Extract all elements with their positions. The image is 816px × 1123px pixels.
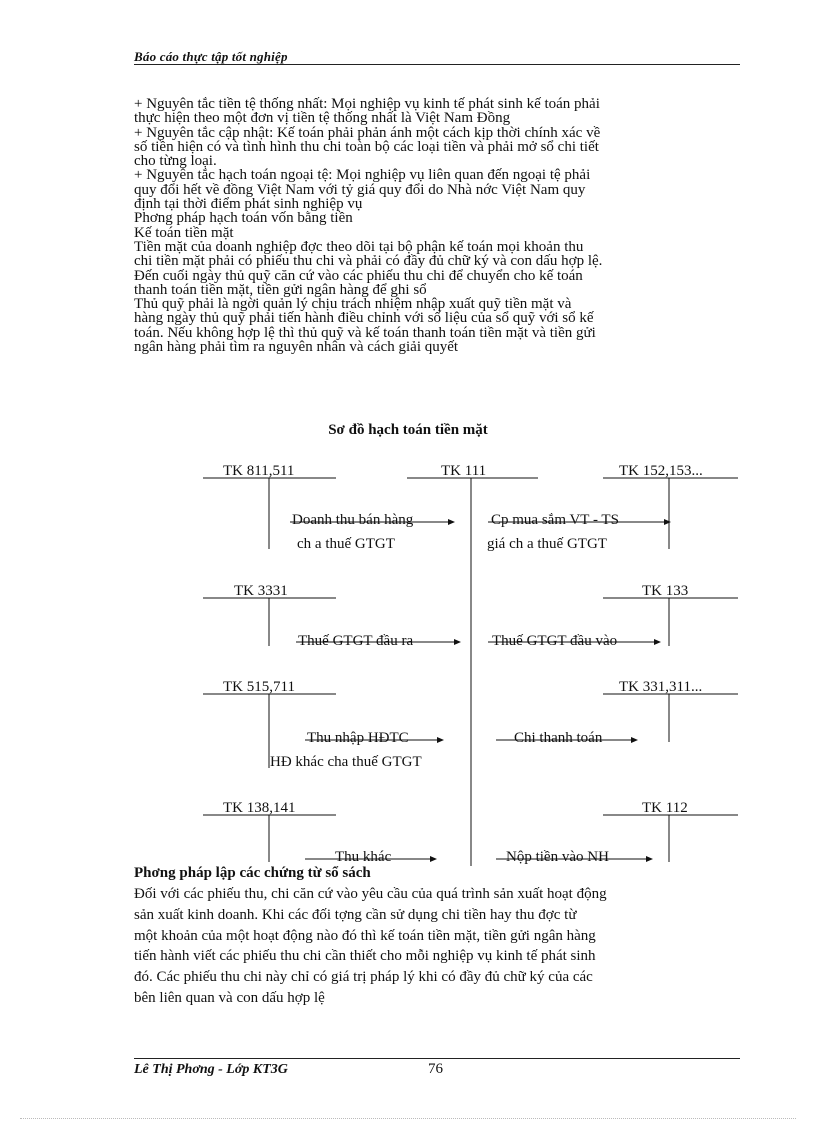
flow-label: Cp mua sắm VT - TS bbox=[491, 512, 619, 528]
body-line: chi tiền mặt phải có phiếu thu chi và phải có đầy đủ chữ ký và con dấu hợp lệ. bbox=[134, 253, 603, 270]
footer-rule bbox=[134, 1058, 740, 1059]
flow-label: Doanh thu bán hàng bbox=[292, 512, 414, 528]
body-line: Tiền mặt của doanh nghiệp đợc theo dõi tại bộ phận kế toán mọi khoản thu bbox=[134, 238, 584, 255]
body-line: thanh toán tiền mặt, tiền gửi ngân hàng để ghi sổ bbox=[134, 281, 427, 298]
page-edge bbox=[20, 1118, 796, 1119]
account-label: TK 811,511 bbox=[223, 463, 295, 479]
account-label: TK 133 bbox=[642, 583, 689, 599]
body-line: + Nguyên tắc cập nhật: Kế toán phải phản ánh một cách kịp thời chính xác về bbox=[134, 124, 601, 141]
footer-author: Lê Thị Phơng - Lớp KT3G bbox=[134, 1062, 288, 1077]
body-line: Kế toán tiền mặt bbox=[134, 224, 234, 241]
diagram-title: Sơ đồ hạch toán tiền mặt bbox=[328, 422, 488, 438]
body-line: thực hiện theo một đơn vị tiền tệ thống nhất là Việt Nam Đồng bbox=[134, 110, 511, 127]
flow-label: Thu khác bbox=[335, 849, 392, 865]
section-paragraph bbox=[134, 884, 744, 1009]
body-line: số tiền hiện có và tình hình thu chi toàn bộ các loại tiền và phải mở sổ chi tiết bbox=[134, 138, 599, 155]
account-label: TK 331,311... bbox=[619, 679, 703, 695]
body-line: quy đổi hết về đồng Việt Nam với tỷ giá quy đổi do Nhà nớc Việt Nam quy bbox=[134, 181, 586, 198]
page-number: 76 bbox=[428, 1061, 443, 1077]
body-line: ngân hàng phải tìm ra nguyên nhân và cách giải quyết bbox=[134, 339, 459, 356]
header-title: Báo cáo thực tập tốt nghiệp bbox=[134, 49, 288, 64]
flow-label: HĐ khác cha thuế GTGT bbox=[270, 754, 422, 770]
body-line: cho từng loại. bbox=[134, 153, 217, 170]
account-label: TK 152,153... bbox=[619, 463, 703, 479]
flow-label: giá ch a thuế GTGT bbox=[487, 536, 607, 552]
paragraph-line: tiến hành viết các phiếu thu chi cần thiết cho mỗi nghiệp vụ kinh tế phát sinh bbox=[134, 948, 596, 965]
flow-label: Thu nhập HĐTC bbox=[307, 730, 409, 746]
account-label: TK 138,141 bbox=[223, 800, 296, 816]
body-line: Phơng pháp hạch toán vốn bằng tiền bbox=[134, 210, 353, 227]
account-label: TK 112 bbox=[642, 800, 688, 816]
body-line: toán. Nếu không hợp lệ thì thủ quỹ và kế toán thanh toán tiền mặt và tiền gửi bbox=[134, 324, 596, 341]
paragraph-line: bên liên quan và con dấu hợp lệ bbox=[134, 989, 325, 1006]
paragraph-line: sản xuất kinh doanh. Khi các đối tợng cần sử dụng chi tiền hay thu đợc từ bbox=[134, 906, 577, 923]
account-label: TK 515,711 bbox=[223, 679, 295, 695]
flow-label: Thuế GTGT đầu vào bbox=[492, 633, 618, 649]
body-line: hàng ngày thủ quỹ phải tiến hành điều chỉnh với số liệu của sổ quỹ với sổ kế bbox=[134, 310, 594, 327]
paragraph-line: một khoản của một hoạt động nào đó thì kế toán tiền mặt, tiền gửi ngân hàng bbox=[134, 927, 596, 944]
paragraph-line: đó. Các phiếu thu chi này chỉ có giá trị pháp lý khi có đầy đủ chữ ký của các bbox=[134, 969, 593, 986]
body-line: Đến cuối ngày thủ quỹ căn cứ vào các phiếu thu chi để chuyển cho kế toán bbox=[134, 267, 583, 284]
paragraph-line: Đối với các phiếu thu, chi căn cứ vào yêu cầu của quá trình sản xuất hoạt động bbox=[134, 886, 607, 902]
flow-label: ch a thuế GTGT bbox=[297, 536, 395, 552]
body-line: Thủ quỹ phải là ngời quản lý chịu trách nhiệm nhập xuất quỹ tiền mặt và bbox=[134, 296, 572, 313]
body-line: + Nguyên tắc hạch toán ngoại tệ: Mọi nghiệp vụ liên quan đến ngoại tệ phải bbox=[134, 167, 591, 184]
section-title: Phơng pháp lập các chứng từ sổ sách bbox=[134, 865, 371, 881]
account-label-center: TK 111 bbox=[441, 463, 487, 479]
account-label: TK 3331 bbox=[234, 583, 288, 599]
flow-label: Thuế GTGT đầu ra bbox=[298, 633, 414, 649]
body-line: + Nguyên tắc tiền tệ thống nhất: Mọi nghiệp vụ kinh tế phát sinh kế toán phải bbox=[134, 96, 600, 112]
body-line: định tại thời điểm phát sinh nghiệp vụ bbox=[134, 196, 363, 213]
flow-label: Chi thanh toán bbox=[514, 730, 603, 746]
flow-label: Nộp tiền vào NH bbox=[506, 849, 609, 865]
